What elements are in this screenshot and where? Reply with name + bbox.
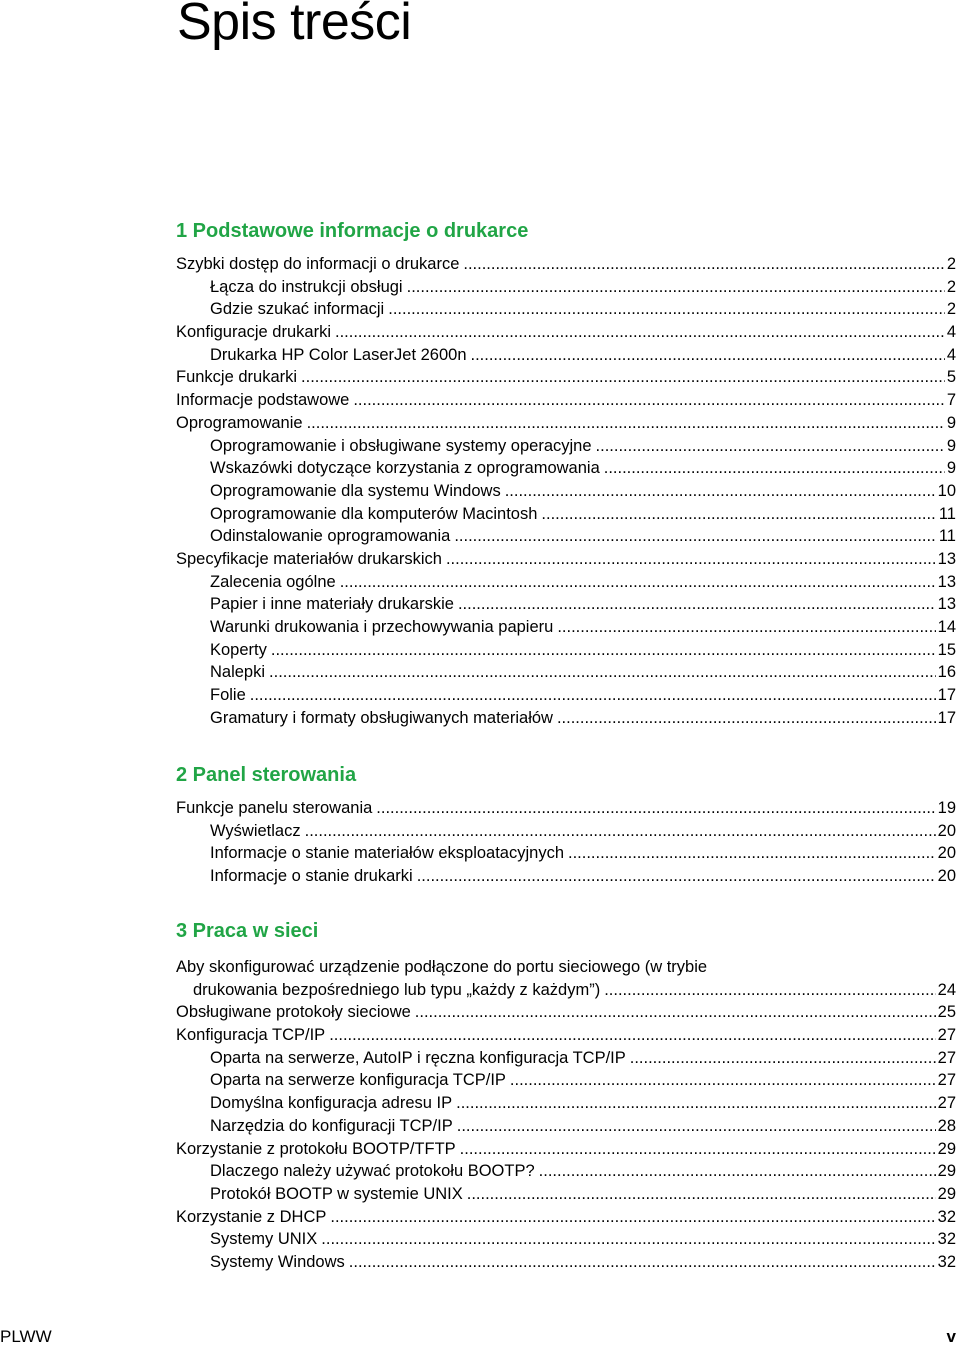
toc-entry-text: Drukarka HP Color LaserJet 2600n: [210, 345, 467, 364]
toc-entry[interactable]: [176, 366, 956, 389]
toc-entry-page: 32: [937, 1207, 956, 1226]
dot-leader: [307, 412, 945, 435]
chapter-1: [176, 216, 956, 729]
dot-leader: [460, 1138, 936, 1161]
toc-entry-page: 17: [937, 686, 956, 705]
toc-entry[interactable]: [176, 412, 956, 435]
dot-leader: [467, 1183, 936, 1206]
dot-leader: [330, 1206, 935, 1229]
toc-entry-page: 17: [937, 708, 956, 727]
toc-list: [176, 253, 956, 729]
toc-entry-page: 9: [946, 459, 956, 478]
toc-entry-text: Informacje podstawowe: [176, 391, 350, 410]
toc-entry[interactable]: [176, 525, 956, 548]
toc-entry-text: Systemy UNIX: [210, 1230, 318, 1249]
dot-leader: [417, 865, 936, 888]
toc-entry[interactable]: [176, 707, 956, 730]
toc-entry[interactable]: [176, 842, 956, 865]
toc-entry-page: 2: [946, 255, 956, 273]
toc-entry-page: 28: [937, 1116, 956, 1135]
toc-entry-page: 2: [946, 300, 956, 319]
toc-entry-text: Domyślna konfiguracja adresu IP: [210, 1094, 453, 1113]
toc-entry-text: Koperty: [210, 640, 267, 659]
toc-entry[interactable]: [176, 1024, 956, 1047]
dot-leader: [456, 1092, 936, 1115]
toc-entry-text: Oprogramowanie dla systemu Windows: [210, 481, 501, 500]
dot-leader: [376, 797, 935, 820]
footer-label: PLWW: [0, 1327, 52, 1346]
toc-entry-text: Warunki drukowania i przechowywania papieru: [210, 618, 554, 636]
chapter-heading: 1 Podstawowe informacje o drukarce: [176, 220, 529, 242]
chapter-heading: 3 Praca w sieci: [176, 920, 319, 942]
toc-entry-page: 11: [938, 504, 956, 523]
chapter-heading: 2 Panel sterowania: [176, 764, 357, 786]
dot-leader: [340, 571, 936, 594]
toc-entry[interactable]: [176, 1160, 956, 1183]
toc-entry-page: 19: [937, 799, 956, 817]
toc-entry-page: 20: [937, 844, 956, 863]
dot-leader: [471, 344, 945, 367]
chapter-2: [176, 760, 956, 888]
toc-entry-text: Obsługiwane protokoły sieciowe: [176, 1003, 411, 1022]
toc-entry-page: 9: [946, 413, 956, 432]
dot-leader: [321, 1228, 935, 1251]
page-number: v: [946, 1327, 956, 1346]
toc-entry[interactable]: [176, 593, 956, 616]
dot-leader: [446, 548, 936, 571]
toc-entry-page: 27: [937, 1071, 956, 1090]
toc-entry-page: 7: [946, 391, 956, 410]
toc-entry-page: 9: [946, 436, 956, 455]
toc-entry[interactable]: [176, 1228, 956, 1251]
toc-entry-text: Zalecenia ogólne: [210, 572, 336, 591]
dot-leader: [305, 820, 936, 843]
toc-entry-page: 14: [937, 618, 956, 636]
toc-entry-text: Papier i inne materiały drukarskie: [210, 595, 454, 614]
dot-leader: [329, 1024, 935, 1047]
toc-entry-page: 13: [937, 595, 956, 614]
dot-leader: [454, 525, 937, 548]
dot-leader: [407, 276, 945, 299]
dot-leader: [388, 298, 945, 321]
toc-entry-text: Oprogramowanie i obsługiwane systemy operacyjne: [210, 436, 592, 455]
dot-leader: [568, 842, 936, 865]
dot-leader: [271, 639, 936, 662]
toc-entry-page: 29: [937, 1184, 956, 1203]
toc-entry-text: Wyświetlacz: [210, 821, 301, 840]
toc-entry-text-line1: Aby skonfigurować urządzenie podłączone do portu sieciowego (w trybie: [176, 958, 708, 976]
toc-entry-text: Oparta na serwerze, AutoIP i ręczna konfiguracja TCP/IP: [210, 1048, 626, 1067]
dot-leader: [463, 253, 944, 276]
toc-entry[interactable]: [176, 253, 956, 276]
toc-entry[interactable]: [176, 1001, 956, 1024]
dot-leader: [349, 1251, 936, 1274]
toc-entry-page: 29: [937, 1162, 956, 1181]
dot-leader: [353, 389, 944, 412]
toc-entry-text: Systemy Windows: [210, 1252, 345, 1271]
toc-entry[interactable]: [176, 298, 956, 321]
dot-leader: [458, 593, 936, 616]
toc-entry-text-line2: drukowania bezpośredniego lub typu „każdy z każdym”): [193, 980, 601, 999]
toc-list: [176, 1001, 956, 1273]
toc-entry-text: Narzędzia do konfiguracji TCP/IP: [210, 1116, 453, 1135]
toc-entry-page: 13: [937, 549, 956, 568]
dot-leader: [269, 661, 936, 684]
toc-entry-page: 27: [937, 1026, 956, 1045]
toc-entry-text: Informacje o stanie drukarki: [210, 867, 413, 886]
toc-entry-text: Informacje o stanie materiałów eksploatacyjnych: [210, 844, 565, 863]
toc-entry[interactable]: [176, 1206, 956, 1229]
toc-entry[interactable]: [176, 1069, 956, 1092]
dot-leader: [541, 503, 936, 526]
toc-entry-line2: [176, 979, 956, 1002]
toc-entry[interactable]: [176, 503, 956, 526]
toc-entry-text: Specyfikacje materiałów drukarskich: [176, 549, 442, 568]
toc-entry-text: Oprogramowanie: [176, 413, 303, 432]
toc-entry-page: 2: [946, 277, 956, 296]
dot-leader: [301, 366, 945, 389]
toc-entry[interactable]: [176, 344, 956, 367]
toc-entry[interactable]: [176, 435, 956, 458]
toc-entry[interactable]: [176, 820, 956, 843]
toc-entry-page: 5: [946, 368, 956, 387]
toc-entry-text: Protokół BOOTP w systemie UNIX: [210, 1184, 463, 1203]
toc-entry-text: Odinstalowanie oprogramowania: [210, 527, 451, 546]
toc-entry-page: 13: [937, 572, 956, 591]
toc-list: [176, 797, 956, 888]
toc-entry-page: 20: [937, 867, 956, 886]
toc-entry-page: 20: [937, 821, 956, 840]
toc-entry-text: Nalepki: [210, 663, 266, 682]
toc-entry-page: 29: [937, 1139, 956, 1158]
page-title: Spis treści: [177, 0, 412, 51]
dot-leader: [510, 1069, 936, 1092]
dot-leader: [557, 707, 936, 730]
toc-entry-text: Korzystanie z protokołu BOOTP/TFTP: [176, 1139, 456, 1158]
toc-entry-text: Dlaczego należy używać protokołu BOOTP?: [210, 1162, 535, 1181]
toc-entry[interactable]: [176, 321, 956, 344]
toc-entry[interactable]: [176, 1251, 956, 1274]
toc-entry[interactable]: [176, 1047, 956, 1070]
toc-entry-text: Oprogramowanie dla komputerów Macintosh: [210, 504, 538, 523]
toc-entry-text: Funkcje panelu sterowania: [176, 799, 373, 817]
toc-entry-text: Łącza do instrukcji obsługi: [210, 277, 403, 296]
toc-entry-page: 4: [946, 323, 956, 342]
toc-entry-text: Oparta na serwerze konfiguracja TCP/IP: [210, 1071, 506, 1090]
toc-entry-page: 27: [937, 1094, 956, 1113]
toc-entry[interactable]: [176, 684, 956, 707]
toc-entry-text: Konfiguracje drukarki: [176, 323, 331, 342]
dot-leader: [604, 979, 935, 1002]
toc-entry-text: Funkcje drukarki: [176, 368, 298, 387]
toc-entry-text: Gramatury i formaty obsługiwanych materiałów: [210, 708, 553, 727]
toc-entry[interactable]: [176, 548, 956, 571]
toc-entry-wrapped[interactable]: [176, 956, 956, 1001]
dot-leader: [596, 435, 945, 458]
toc-entry[interactable]: [176, 480, 956, 503]
toc-entry-text: Wskazówki dotyczące korzystania z oprogramowania: [210, 459, 600, 478]
toc-entry-page: 27: [937, 1048, 956, 1067]
dot-leader: [415, 1001, 936, 1024]
toc-entry-page: 4: [946, 345, 956, 364]
toc-entry-page: 10: [937, 481, 956, 500]
toc-entry[interactable]: [176, 616, 956, 639]
toc-entry[interactable]: [176, 1138, 956, 1161]
toc-entry-text: Konfiguracja TCP/IP: [176, 1026, 326, 1045]
dot-leader: [505, 480, 936, 503]
toc-entry[interactable]: [176, 1115, 956, 1138]
dot-leader: [539, 1160, 936, 1183]
dot-leader: [630, 1047, 936, 1070]
dot-leader: [250, 684, 936, 707]
dot-leader: [457, 1115, 936, 1138]
toc-entry[interactable]: [176, 1183, 956, 1206]
toc-entry-page: 25: [937, 1003, 956, 1022]
toc-entry-page: 16: [937, 663, 956, 682]
toc-entry[interactable]: [176, 571, 956, 594]
toc-entry-page: 32: [937, 1252, 956, 1271]
toc-entry[interactable]: [176, 661, 956, 684]
toc-entry-text: Szybki dostęp do informacji o drukarce: [176, 255, 460, 273]
chapter-3: [176, 916, 956, 1274]
toc-entry-text: Folie: [210, 686, 246, 705]
page-footer: [0, 1327, 960, 1351]
dot-leader: [335, 321, 945, 344]
toc-entry[interactable]: [176, 797, 956, 820]
toc-entry[interactable]: [176, 276, 956, 299]
toc-entry-page: 24: [937, 980, 956, 999]
toc-entry-text: Gdzie szukać informacji: [210, 300, 385, 319]
dot-leader: [604, 457, 945, 480]
toc-entry[interactable]: [176, 457, 956, 480]
toc-entry[interactable]: [176, 1092, 956, 1115]
toc-entry[interactable]: [176, 389, 956, 412]
toc-entry[interactable]: [176, 639, 956, 662]
toc-entry-page: 32: [937, 1230, 956, 1249]
dot-leader: [557, 616, 935, 639]
toc-entry-page: 15: [937, 640, 956, 659]
toc-entry-text: Korzystanie z DHCP: [176, 1207, 327, 1226]
toc-entry-page: 11: [938, 527, 956, 546]
toc-entry[interactable]: [176, 865, 956, 888]
